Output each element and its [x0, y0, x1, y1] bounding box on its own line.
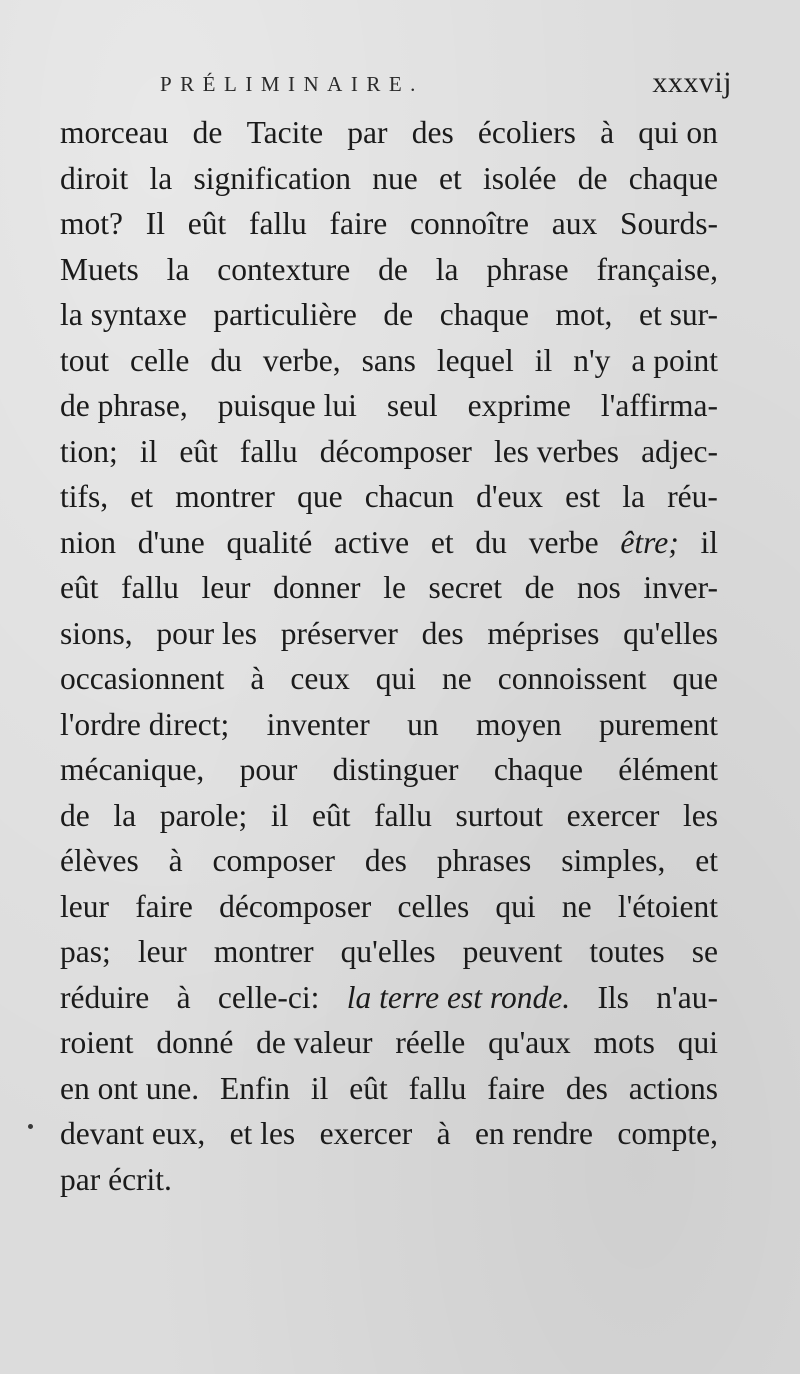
- word: du: [475, 524, 507, 560]
- word: chaque: [628, 160, 718, 196]
- word: n'au-: [656, 979, 718, 1015]
- text-line: [60, 838, 718, 884]
- word: leur: [137, 934, 187, 969]
- word: simples,: [561, 843, 666, 878]
- word: d'eux: [476, 479, 543, 514]
- word: de: [383, 297, 414, 332]
- text-line: [60, 292, 718, 338]
- word: se: [691, 934, 718, 969]
- word: donner: [273, 570, 361, 605]
- word: il: [270, 797, 289, 833]
- word: morceau: [60, 115, 169, 150]
- word: chacun: [364, 479, 454, 514]
- word: qualité: [226, 524, 313, 560]
- word: exercer: [319, 1116, 413, 1151]
- word: décomposer: [319, 433, 472, 469]
- word: et: [439, 160, 462, 196]
- word: des: [565, 1070, 608, 1106]
- word: donné: [156, 1025, 234, 1060]
- word: Ils: [597, 979, 629, 1015]
- running-head: [60, 66, 732, 106]
- ink-speck: [28, 1124, 33, 1129]
- text-line: [60, 247, 718, 293]
- word: des: [421, 615, 464, 651]
- word: leur: [60, 888, 109, 924]
- page-number: xxxvij: [652, 66, 732, 99]
- text-line: [60, 1157, 718, 1203]
- word: que: [297, 479, 343, 514]
- text-line: [60, 1020, 718, 1066]
- word: phrases: [436, 843, 532, 878]
- word: ne: [561, 888, 592, 924]
- word: montrer: [175, 479, 275, 514]
- word: mécanique,: [60, 752, 205, 787]
- word: écoliers: [477, 115, 576, 150]
- word: nos: [576, 570, 621, 605]
- word: fallu: [374, 797, 432, 833]
- word: a point: [631, 342, 718, 378]
- word: particulière: [213, 297, 357, 332]
- word: l'ordre direct;: [60, 706, 230, 742]
- word: eût: [312, 797, 351, 833]
- word: Il: [145, 206, 166, 241]
- word: composer: [212, 843, 335, 878]
- word: décomposer: [219, 888, 372, 924]
- word: leur: [201, 570, 251, 605]
- word: de: [577, 160, 608, 196]
- word: de phrase,: [60, 388, 188, 423]
- text-line: [60, 338, 718, 384]
- word: en ont une.: [60, 1070, 200, 1106]
- word: sans: [361, 342, 416, 378]
- word: adjec-: [641, 433, 718, 469]
- word: roient: [60, 1025, 134, 1060]
- word: actions: [628, 1070, 718, 1106]
- word: surtout: [455, 797, 544, 833]
- word: des: [364, 843, 407, 878]
- word: n'y: [573, 342, 611, 378]
- word: phrase: [486, 251, 569, 287]
- text-line: [60, 1066, 718, 1112]
- word: qui: [677, 1025, 718, 1060]
- text-line: [60, 929, 718, 975]
- word: ceux: [290, 661, 350, 696]
- word: secret: [428, 570, 502, 605]
- word: exercer: [566, 797, 660, 833]
- word: pour les: [156, 615, 257, 651]
- word: connoissent: [497, 661, 647, 696]
- word: fallu: [121, 570, 179, 605]
- text-line: [60, 611, 718, 657]
- word: et sur-: [638, 297, 718, 332]
- text-line: [60, 201, 718, 247]
- word: et les: [229, 1116, 296, 1151]
- text-line: [60, 383, 718, 429]
- text-line: [60, 702, 718, 748]
- word: eût: [187, 206, 227, 241]
- word: fallu: [239, 433, 298, 469]
- word: purement: [599, 706, 718, 742]
- word: Muets: [60, 251, 139, 287]
- word: réduire: [60, 979, 150, 1015]
- word: de: [60, 797, 90, 833]
- word: il: [700, 524, 718, 560]
- word: de: [378, 251, 408, 287]
- word: nion: [60, 524, 117, 560]
- word: tion;: [60, 433, 118, 469]
- word: aux: [551, 206, 598, 241]
- word: moyen: [475, 706, 562, 742]
- text-line: [60, 156, 718, 202]
- running-head-title: PRÉLIMINAIRE.: [160, 72, 424, 96]
- word: signification: [193, 160, 351, 196]
- text-line: [60, 565, 718, 611]
- word: il: [310, 1070, 329, 1106]
- word: pas;: [60, 934, 111, 969]
- word: exprime: [467, 388, 571, 423]
- italic-word: la terre est ronde.: [346, 979, 571, 1015]
- word: méprises: [487, 615, 600, 651]
- word: l'étoient: [617, 888, 718, 924]
- word: inventer: [266, 706, 370, 742]
- text-line: [60, 747, 718, 793]
- word: réu-: [667, 479, 718, 514]
- word: d'une: [137, 524, 205, 560]
- word: sions,: [60, 615, 133, 651]
- text-line: [60, 793, 718, 839]
- body-text: [60, 110, 718, 1202]
- word: à: [168, 843, 183, 878]
- text-line: [60, 429, 718, 475]
- word: faire: [329, 206, 388, 241]
- word: compte,: [617, 1116, 718, 1151]
- word: la: [622, 479, 646, 514]
- word: la: [435, 251, 459, 287]
- word: Enfin: [219, 1070, 290, 1106]
- word: parole;: [159, 797, 248, 833]
- word: verbe: [528, 524, 599, 560]
- word: est: [565, 479, 601, 514]
- word: élément: [618, 752, 718, 787]
- text-line: [60, 975, 718, 1021]
- word: à: [250, 661, 265, 696]
- word: puisque lui: [217, 388, 357, 423]
- word: la: [166, 251, 190, 287]
- word: Sourds-: [619, 206, 718, 241]
- word: devant eux,: [60, 1116, 206, 1151]
- word: peuvent: [462, 934, 563, 969]
- word: qu'elles: [340, 934, 436, 969]
- word: il: [534, 342, 553, 378]
- word: celle-ci:: [217, 979, 320, 1015]
- word: l'affirma-: [600, 388, 718, 423]
- text-line: [60, 656, 718, 702]
- word: pour: [239, 752, 298, 787]
- word: du: [210, 342, 242, 378]
- word: en rendre: [474, 1116, 594, 1151]
- text-line: [60, 1111, 718, 1157]
- word: la: [113, 797, 137, 833]
- word: de: [524, 570, 555, 605]
- word: tifs,: [60, 479, 109, 514]
- word: faire: [487, 1070, 545, 1106]
- word: les verbes: [493, 433, 620, 469]
- word: un: [407, 706, 439, 742]
- word: eût: [60, 570, 99, 605]
- word: et: [130, 479, 154, 514]
- word: contexture: [217, 251, 351, 287]
- word: celles: [397, 888, 470, 924]
- word: fallu: [408, 1070, 467, 1106]
- word: verbe,: [262, 342, 341, 378]
- word: seul: [386, 388, 438, 423]
- word: les: [682, 797, 718, 833]
- word: réelle: [395, 1025, 466, 1060]
- word: eût: [179, 433, 218, 469]
- word: mot?: [60, 206, 123, 241]
- word: des: [411, 115, 454, 150]
- word: tout: [60, 342, 110, 378]
- word: qui: [375, 661, 417, 696]
- word: la syntaxe: [60, 297, 187, 332]
- word: qui on: [638, 115, 718, 150]
- word: qui: [495, 888, 536, 924]
- word: ne: [442, 661, 472, 696]
- word: par: [347, 115, 388, 150]
- word: élèves: [60, 843, 139, 878]
- word: fallu: [249, 206, 307, 241]
- text-line: [60, 110, 718, 156]
- text-line: [60, 520, 718, 566]
- word: mots: [593, 1025, 655, 1060]
- word: lequel: [436, 342, 514, 378]
- text-line: [60, 884, 718, 930]
- word: mot,: [555, 297, 613, 332]
- word: qu'elles: [623, 615, 718, 651]
- text-line: [60, 474, 718, 520]
- word: préserver: [280, 615, 398, 651]
- word: diroit: [60, 160, 129, 196]
- word: à: [176, 979, 191, 1015]
- word: la: [149, 160, 173, 196]
- word: que: [672, 661, 718, 696]
- word: faire: [135, 888, 193, 924]
- word: et: [695, 843, 718, 878]
- word: inver-: [643, 570, 718, 605]
- word: isolée: [483, 160, 557, 196]
- word: active: [333, 524, 410, 560]
- word: de valeur: [256, 1025, 373, 1060]
- word: distinguer: [332, 752, 459, 787]
- word: chaque: [493, 752, 584, 787]
- word: il: [139, 433, 158, 469]
- word: nue: [372, 160, 418, 196]
- word: occasionnent: [60, 661, 225, 696]
- italic-word: être;: [620, 524, 679, 560]
- word: par écrit.: [60, 1161, 172, 1197]
- word: à: [436, 1116, 451, 1151]
- word: connoître: [410, 206, 529, 241]
- word: chaque: [439, 297, 529, 332]
- word: à: [600, 115, 615, 150]
- word: de: [192, 115, 223, 150]
- word: montrer: [213, 934, 314, 969]
- word: et: [430, 524, 454, 560]
- word: celle: [129, 342, 190, 378]
- word: le: [383, 570, 406, 605]
- word: qu'aux: [488, 1025, 571, 1060]
- word: eût: [349, 1070, 388, 1106]
- word: française,: [596, 251, 718, 287]
- word: toutes: [589, 934, 665, 969]
- word: Tacite: [246, 115, 324, 150]
